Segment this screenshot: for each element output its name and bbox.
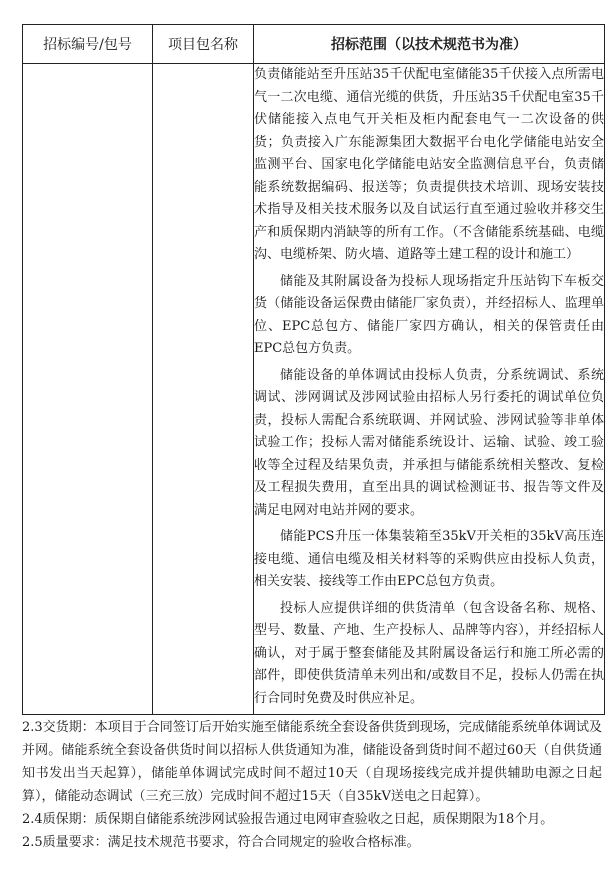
- scope-paragraph: 储能PCS升压一体集装箱至35kV开关柜的35kV高压连接电缆、通信电缆及相关材料等的采购供应由投标人负责，相关安装、接线等工作由EPC总包方负责。: [254, 529, 604, 589]
- header-bid-number: 招标编号/包号: [23, 25, 153, 64]
- clause-quality-requirement: 2.5质量要求：满足技术规范书要求，符合合同规定的验收合格标准。: [22, 835, 420, 850]
- table-header-row: [23, 25, 605, 64]
- package-name-cell: [153, 64, 254, 715]
- header-bid-scope: 招标范围（以技术规范书为准）: [254, 25, 605, 64]
- bid-scope-cell: [254, 64, 605, 715]
- scope-paragraph: 储能及其附属设备为投标人现场指定升压站钩下车板交货（储能设备运保费由储能厂家负责），并经招标人、监理单位、EPC总包方、储能厂家四方确认，相关的保管责任由EPC总包方负责。: [254, 273, 604, 356]
- clauses-section: [22, 716, 602, 854]
- scope-paragraph: 储能设备的单体调试由投标人负责，分系统调试、系统调试、涉网调试及涉网试验由招标人另行委托的调试单位负责，投标人需配合系统联调、并网试验、涉网试验等非单体试验工作；投标人需对储能系统设计、运输、试验、竣工验收等全过程及结果负责，并承担与储能系统相关整改、复检及工程损失费用，直至出具的调试检测证书、报告等文件及满足电网对电站并网的要求。: [254, 367, 604, 518]
- clause-delivery-period: 2.3交货期：本项目于合同签订后开始实施至储能系统全套设备供货到现场，完成储能系统单体调试及并网。储能系统全套设备供货时间以招标人供货通知为准，储能设备到货时间不超过60天（自供货通知书发出当天起算），储能单体调试完成时间不超过10天（自现场接线完成并提供辅助电源之日起算），储能动态调试（三充三放）完成时间不超过15天（自35kV送电之日起算）。: [22, 720, 602, 804]
- scope-paragraph: 负责储能站至升压站35千伏配电室储能35千伏接入点所需电气一二次电缆、通信光缆的供货，升压站35千伏配电室35千伏储能接入点电气开关柜及柜内配套电气一二次设备的供货；负责接入广东能源集团大数据平台电化学储能电站安全监测平台、国家电化学储能电站安全监测信息平台，负责储能系统数据编码、报送等；负责提供技术培训、现场安装技术指导及相关技术服务以及自试运行直至通过验收并移交生产和质保期内消缺等的所有工作。（不含储能系统基础、电缆沟、电缆桥架、防火墙、道路等土建工程的设计和施工）: [254, 67, 604, 262]
- bid-number-cell: [23, 64, 153, 715]
- clause-warranty-period: 2.4质保期：质保期自储能系统涉网试验报告通过电网审查验收之日起，质保期限为18个月。: [22, 812, 554, 827]
- header-package-name: 项目包名称: [153, 25, 254, 64]
- scope-paragraph: 投标人应提供详细的供货清单（包含设备名称、规格、型号、数量、产地、生产投标人、品牌等内容），并经招标人确认，对于属于整套储能及其附属设备运行和施工所必需的部件，即使供货清单未列出和/或数目不足，投标人仍需在执行合同时免费及时供应补足。: [254, 600, 604, 706]
- table-row: [23, 64, 605, 715]
- bid-scope-table: [22, 24, 605, 715]
